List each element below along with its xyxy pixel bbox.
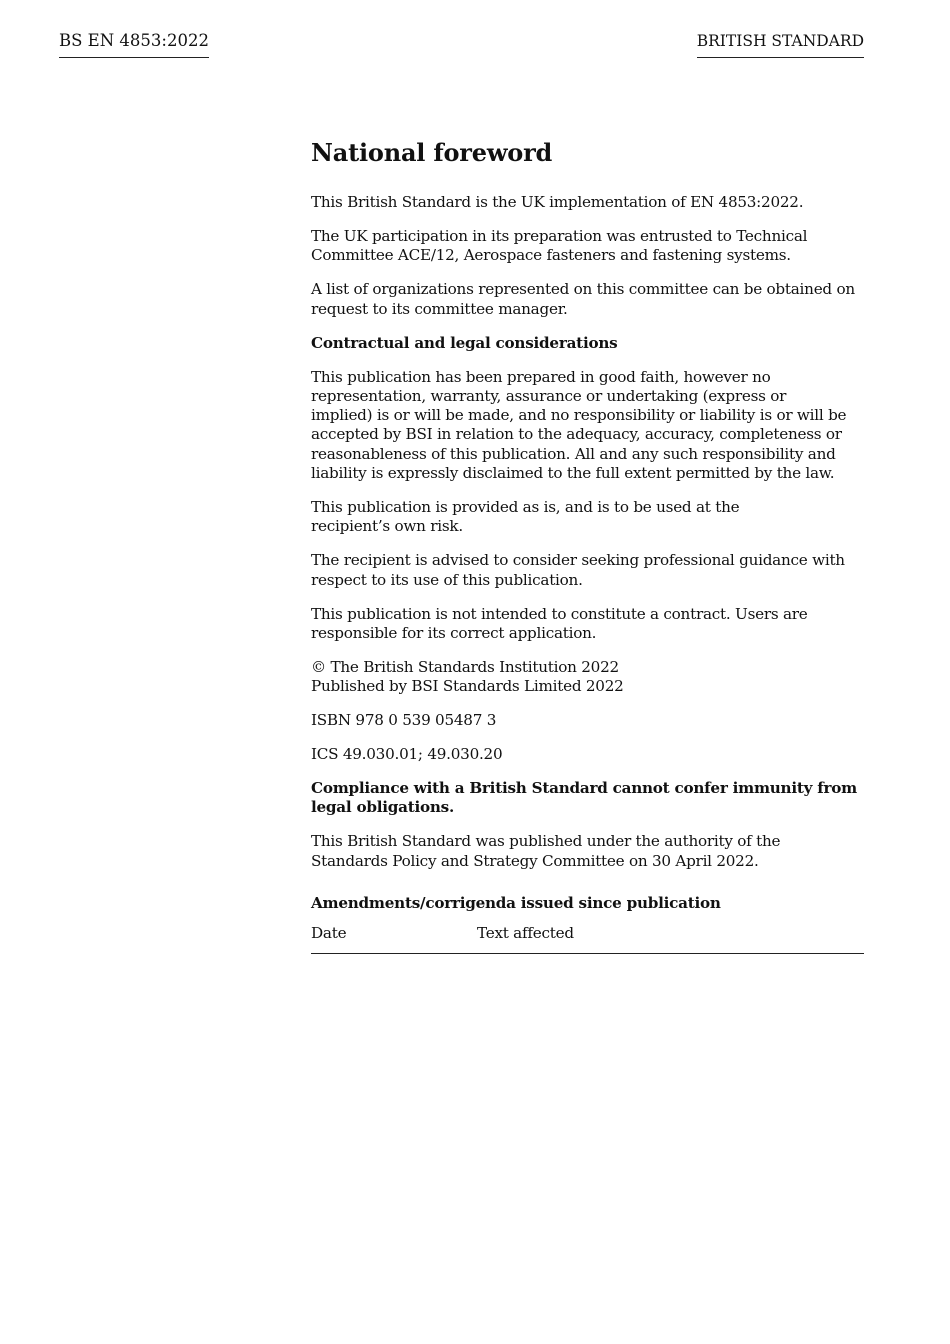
compliance-notice: Compliance with a British Standard cannot confer immunity from legal obligations. xyxy=(311,779,857,817)
paragraph-as-is: This publication is provided as is, and is to be used at the recipient’s own risk. xyxy=(311,498,740,536)
subheading-contractual: Contractual and legal considerations xyxy=(311,333,618,352)
amendments-text-header: Text affected xyxy=(477,924,574,943)
paragraph-implementation: This British Standard is the UK implementation of EN 4853:2022. xyxy=(311,193,804,211)
isbn: ISBN 978 0 539 05487 3 xyxy=(311,711,497,730)
page-title: National foreword xyxy=(311,138,553,167)
amendments-date-header: Date xyxy=(311,924,347,943)
foreword-section xyxy=(311,138,864,954)
ics-codes: ICS 49.030.01; 49.030.20 xyxy=(311,745,503,764)
standard-type-label: BRITISH STANDARD xyxy=(697,31,864,58)
paragraph-organizations: A list of organizations represented on this committee can be obtained on request to its committee manager. xyxy=(311,280,855,318)
copyright-notice: © The British Standards Institution 2022 Published by BSI Standards Limited 2022 xyxy=(311,657,624,696)
amendments-heading: Amendments/corrigenda issued since publication xyxy=(311,893,721,912)
document-reference: BS EN 4853:2022 xyxy=(59,31,209,58)
paragraph-committee: The UK participation in its preparation was entrusted to Technical Committee ACE/12, Aerospace fasteners and fastening systems. xyxy=(311,226,808,265)
publication-authority: This British Standard was published under the authority of the Standards Policy and Strategy Committee on 30 April 2022. xyxy=(311,832,781,870)
paragraph-guidance: The recipient is advised to consider seeking professional guidance with respect to its use of this publication. xyxy=(311,551,845,589)
amendments-table xyxy=(311,924,864,953)
paragraph-not-contract: This publication is not intended to constitute a contract. Users are responsible for its correct application. xyxy=(311,604,808,642)
paragraph-good-faith: This publication has been prepared in good faith, however no representation, warranty, assurance or undertaking (express or implied) is or will be made, and no responsibility or liability is or will be accepted by BSI in relation to the adequacy, accuracy, completeness or reasonableness of this publication. All and any such responsibility and liability is expressly disclaimed to the full extent permitted by the law. xyxy=(311,367,847,483)
